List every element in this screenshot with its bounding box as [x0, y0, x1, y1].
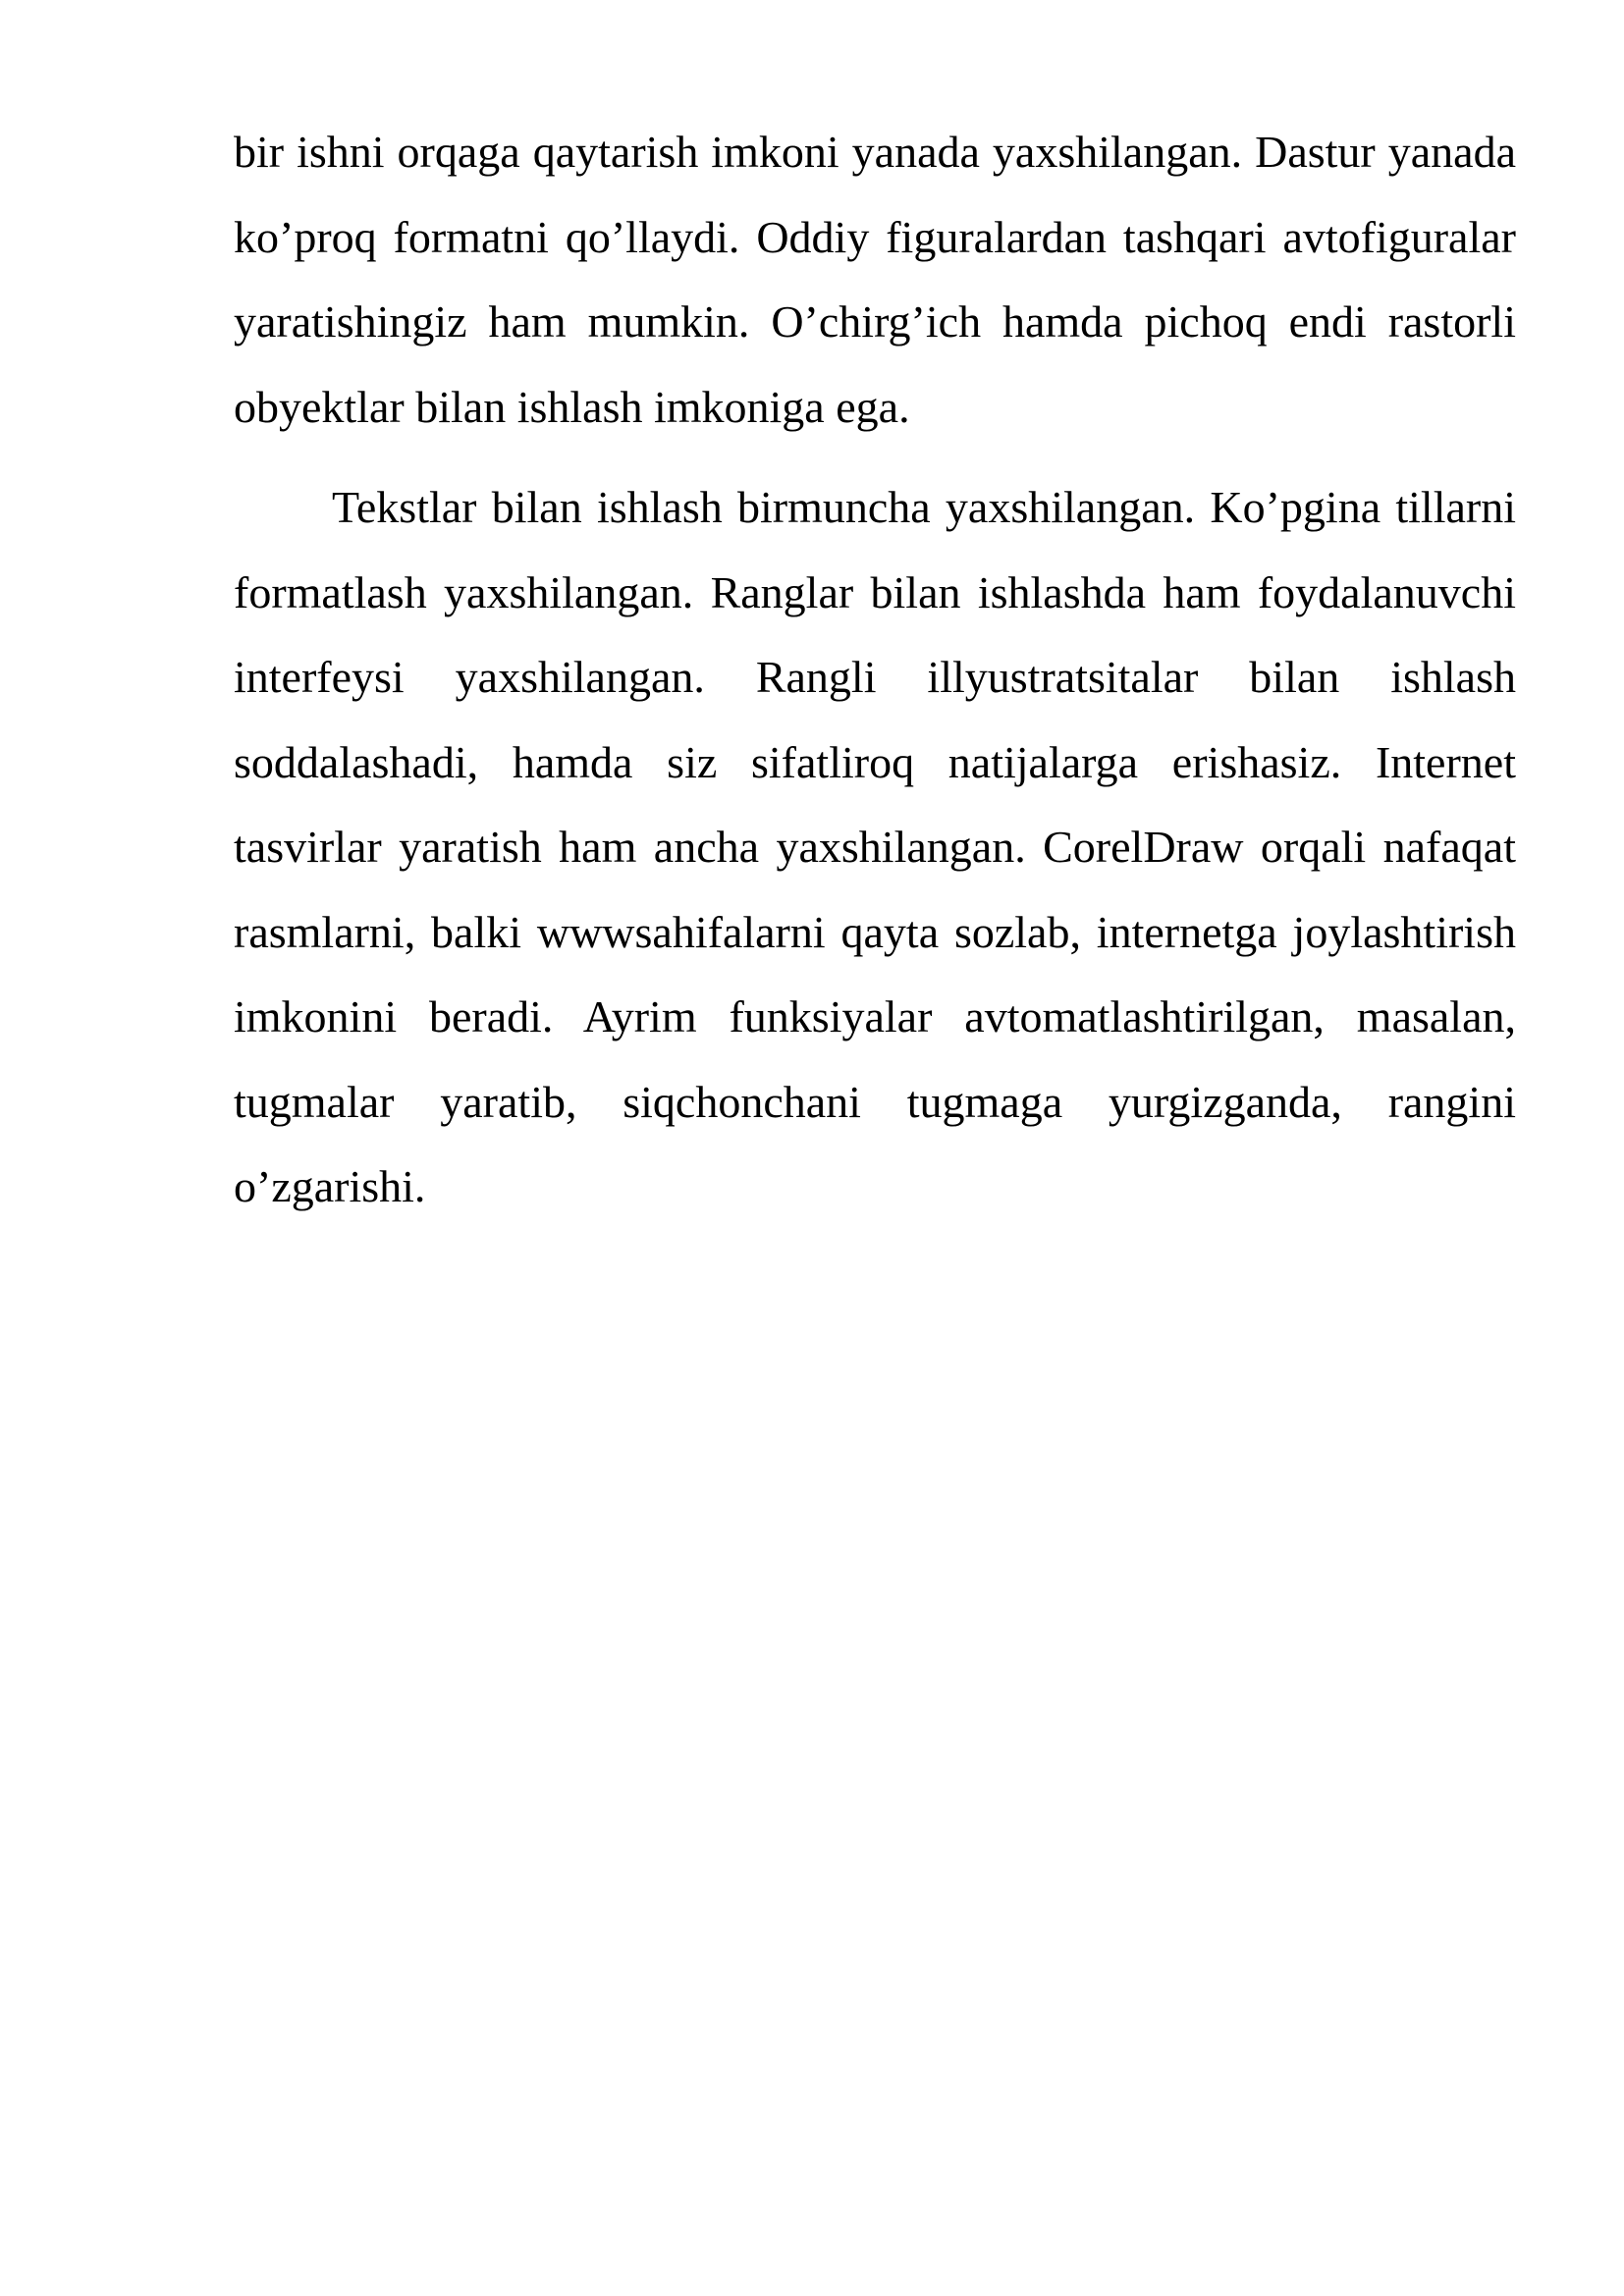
document-body	[234, 110, 1516, 1230]
paragraph-1: bir ishni orqaga qaytarish imkoni yanada yaxshilangan. Dastur yanada ko’proq formatni qo’llaydi. Oddiy figuralardan tashqari avtofiguralar yaratishingiz ham mumkin. O’chirg’ich hamda pichoq endi rastorli obyektlar bilan ishlash imkoniga ega.	[234, 127, 1516, 432]
paragraph-2: Tekstlar bilan ishlash birmuncha yaxshilangan. Ko’pgina tillarni formatlash yaxshilangan. Ranglar bilan ishlashda ham foydalanuvchi interfeysi yaxshilangan. Rangli illyustratsitalar bilan ishlash soddalashadi, hamda siz sifatliroq natijalarga erishasiz. Internet tasvirlar yaratish ham ancha yaxshilangan. CorelDraw orqali nafaqat rasmlarni, balki wwwsahifalarni qayta sozlab, internetga joylashtirish imkonini beradi. Ayrim funksiyalar avtomatlashtirilgan, masalan, tugmalar yaratib, siqchonchani tugmaga yurgizganda, rangini o’zgarishi.	[234, 482, 1516, 1211]
